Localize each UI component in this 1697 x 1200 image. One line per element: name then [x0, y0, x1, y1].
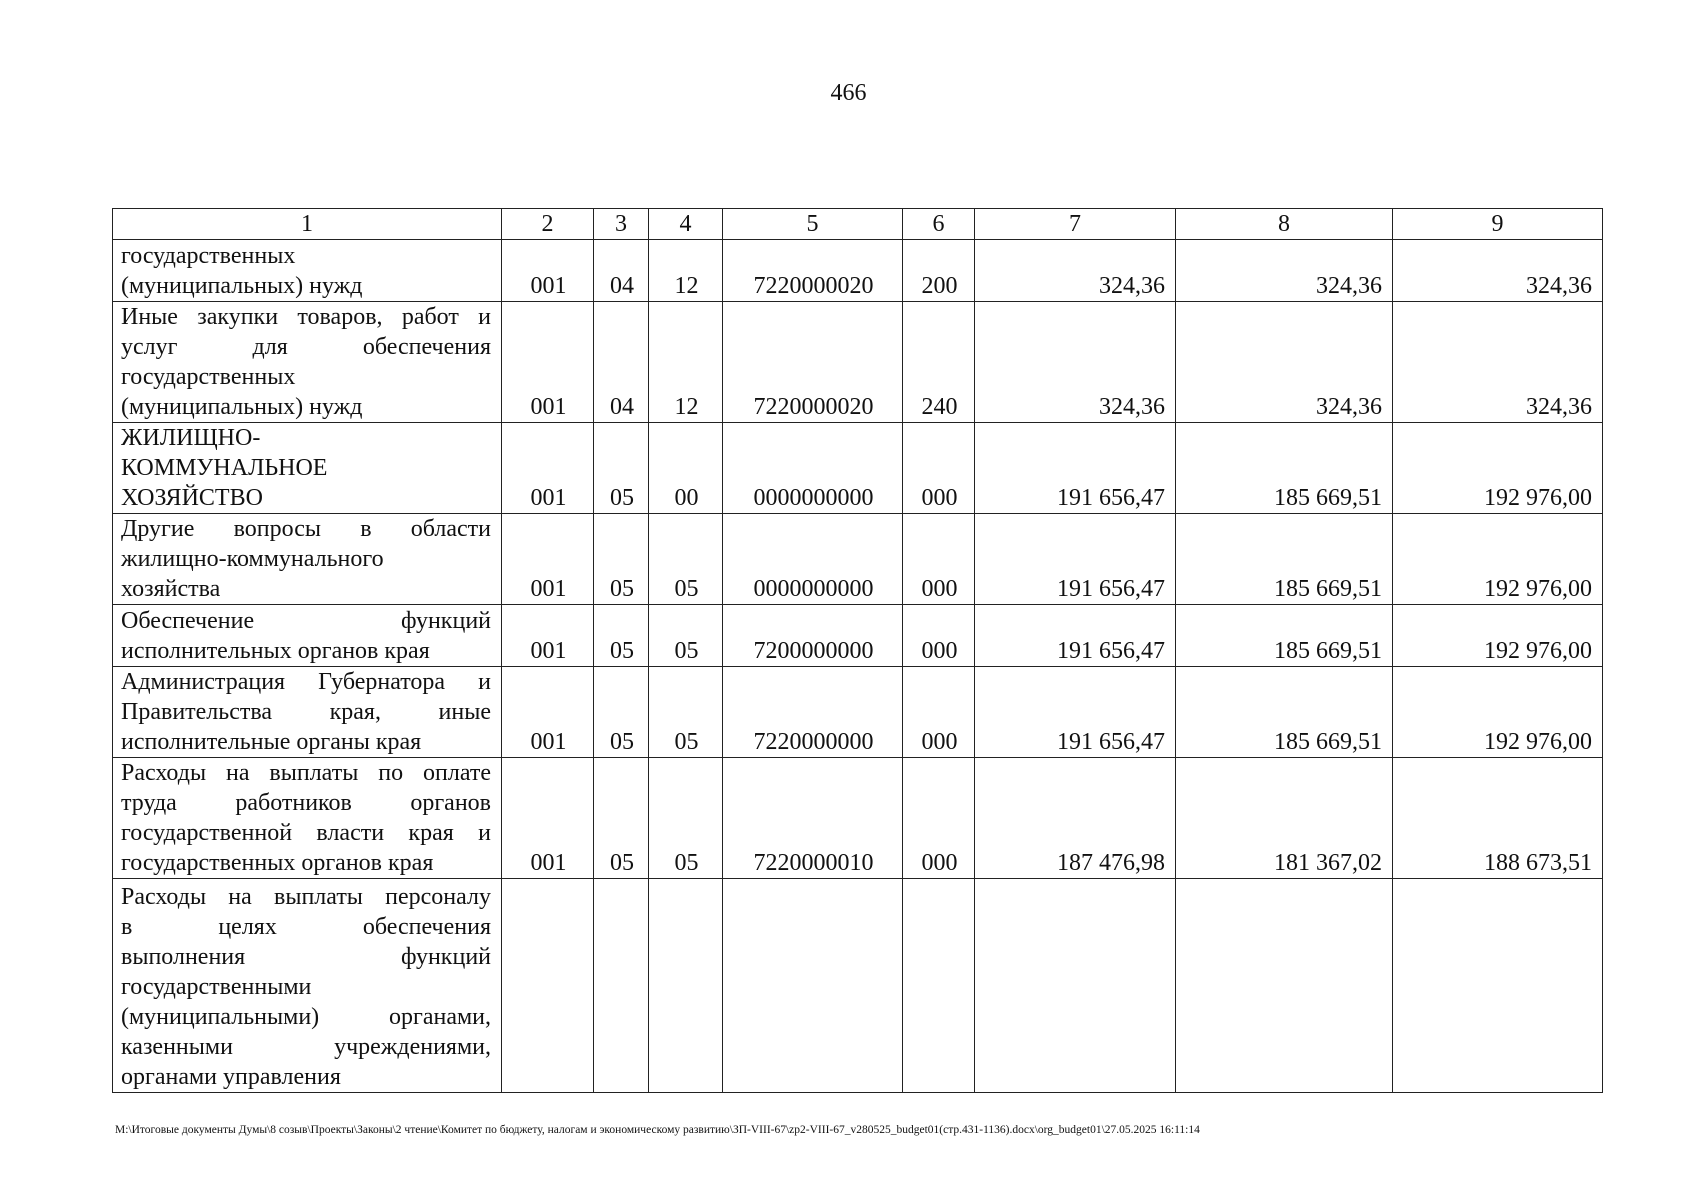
- row-name-cell: [113, 514, 502, 605]
- expense-type-cell: 240: [903, 302, 975, 423]
- table-row: [113, 667, 1603, 758]
- column-header-7: 7: [975, 209, 1176, 240]
- column-header-6: 6: [903, 209, 975, 240]
- row-name-line: КОММУНАЛЬНОЕ: [121, 455, 328, 481]
- amount-col7-cell: 191 656,47: [975, 423, 1176, 514]
- subsection-cell: 12: [649, 302, 723, 423]
- row-name-line: (муниципальными) органами,: [121, 1004, 491, 1030]
- amount-col8-cell: [1176, 879, 1393, 1093]
- row-name-cell: [113, 667, 502, 758]
- row-name-line: ХОЗЯЙСТВО: [121, 485, 263, 511]
- target-article-cell: 7220000010: [723, 758, 903, 879]
- amount-col9-cell: 192 976,00: [1393, 605, 1603, 667]
- expense-type-cell: [903, 879, 975, 1093]
- amount-col7-cell: [975, 879, 1176, 1093]
- page-number: 466: [830, 80, 867, 106]
- subsection-cell: 05: [649, 514, 723, 605]
- row-name-line: выполнения функций: [121, 944, 491, 970]
- admin-code-cell: 001: [502, 423, 594, 514]
- subsection-cell: [649, 879, 723, 1093]
- file-path-footer: M:\Итоговые документы Думы\8 созыв\Проекты\Законы\2 чтение\Комитет по бюджету, налогам и экономическому развитию\ЗП-VIII-67\zp2-VIII-67_v280525_budget01(стр.431-1136).docx\org_budget01\27.05.2025 16:11:14: [115, 1124, 1200, 1136]
- row-name-line: (муниципальных) нужд: [121, 394, 363, 420]
- expense-type-cell: 200: [903, 240, 975, 302]
- subsection-cell: 05: [649, 605, 723, 667]
- amount-col8-cell: 324,36: [1176, 240, 1393, 302]
- row-name-cell: [113, 302, 502, 423]
- column-number-header-row: [113, 209, 1603, 240]
- row-name-line: государственных: [121, 243, 296, 269]
- row-name-cell: [113, 605, 502, 667]
- row-name-line: в целях обеспечения: [121, 914, 491, 940]
- admin-code-cell: 001: [502, 240, 594, 302]
- amount-col9-cell: 324,36: [1393, 302, 1603, 423]
- row-name-line: Другие вопросы в области: [121, 516, 491, 542]
- admin-code-cell: 001: [502, 514, 594, 605]
- row-name-line: Иные закупки товаров, работ и: [121, 304, 491, 330]
- column-header-9: 9: [1393, 209, 1603, 240]
- row-name-line: Расходы на выплаты по оплате: [121, 760, 491, 786]
- admin-code-cell: 001: [502, 605, 594, 667]
- section-cell: [594, 879, 649, 1093]
- target-article-cell: 7220000000: [723, 667, 903, 758]
- column-header-8: 8: [1176, 209, 1393, 240]
- amount-col9-cell: 188 673,51: [1393, 758, 1603, 879]
- amount-col8-cell: 185 669,51: [1176, 605, 1393, 667]
- expense-type-cell: 000: [903, 423, 975, 514]
- expense-type-cell: 000: [903, 667, 975, 758]
- table-row: [113, 758, 1603, 879]
- row-name-line: услуг для обеспечения: [121, 334, 491, 360]
- column-header-4: 4: [649, 209, 723, 240]
- row-name-cell: [113, 423, 502, 514]
- expense-type-cell: 000: [903, 758, 975, 879]
- amount-col8-cell: 324,36: [1176, 302, 1393, 423]
- target-article-cell: 7220000020: [723, 240, 903, 302]
- row-name-cell: [113, 758, 502, 879]
- section-cell: 05: [594, 758, 649, 879]
- amount-col7-cell: 324,36: [975, 302, 1176, 423]
- row-name-line: органами управления: [121, 1064, 341, 1090]
- row-name-line: труда работников органов: [121, 790, 491, 816]
- row-name-line: ЖИЛИЩНО-: [121, 425, 261, 451]
- section-cell: 04: [594, 240, 649, 302]
- table-row: [113, 605, 1603, 667]
- amount-col7-cell: 191 656,47: [975, 514, 1176, 605]
- table-row: [113, 514, 1603, 605]
- row-name-line: (муниципальных) нужд: [121, 273, 363, 299]
- expense-type-cell: 000: [903, 514, 975, 605]
- table-row: [113, 879, 1603, 1093]
- target-article-cell: 0000000000: [723, 423, 903, 514]
- table-row: [113, 240, 1603, 302]
- subsection-cell: 12: [649, 240, 723, 302]
- table-row: [113, 423, 1603, 514]
- column-header-1: 1: [113, 209, 502, 240]
- admin-code-cell: [502, 879, 594, 1093]
- target-article-cell: 7200000000: [723, 605, 903, 667]
- row-name-line: государственными: [121, 974, 312, 1000]
- row-name-line: хозяйства: [121, 576, 221, 602]
- row-name-line: государственных: [121, 364, 296, 390]
- row-name-line: Обеспечение функций: [121, 608, 491, 634]
- row-name-line: Администрация Губернатора и: [121, 669, 491, 695]
- section-cell: 05: [594, 667, 649, 758]
- row-name-line: жилищно-коммунального: [121, 546, 384, 572]
- section-cell: 05: [594, 423, 649, 514]
- section-cell: 05: [594, 514, 649, 605]
- row-name-line: государственных органов края: [121, 850, 434, 876]
- table-body: [113, 209, 1603, 1093]
- section-cell: 05: [594, 605, 649, 667]
- admin-code-cell: 001: [502, 667, 594, 758]
- table-row: [113, 302, 1603, 423]
- amount-col9-cell: 192 976,00: [1393, 667, 1603, 758]
- section-cell: 04: [594, 302, 649, 423]
- column-header-3: 3: [594, 209, 649, 240]
- budget-table: [112, 208, 1603, 1093]
- row-name-line: Расходы на выплаты персоналу: [121, 884, 491, 910]
- row-name-cell: [113, 879, 502, 1093]
- subsection-cell: 00: [649, 423, 723, 514]
- amount-col9-cell: 324,36: [1393, 240, 1603, 302]
- row-name-line: Правительства края, иные: [121, 699, 491, 725]
- amount-col9-cell: [1393, 879, 1603, 1093]
- column-header-5: 5: [723, 209, 903, 240]
- row-name-cell: [113, 240, 502, 302]
- amount-col7-cell: 191 656,47: [975, 605, 1176, 667]
- row-name-line: казенными учреждениями,: [121, 1034, 491, 1060]
- amount-col9-cell: 192 976,00: [1393, 423, 1603, 514]
- admin-code-cell: 001: [502, 758, 594, 879]
- admin-code-cell: 001: [502, 302, 594, 423]
- column-header-2: 2: [502, 209, 594, 240]
- amount-col8-cell: 185 669,51: [1176, 423, 1393, 514]
- amount-col8-cell: 181 367,02: [1176, 758, 1393, 879]
- subsection-cell: 05: [649, 667, 723, 758]
- target-article-cell: 7220000020: [723, 302, 903, 423]
- amount-col8-cell: 185 669,51: [1176, 667, 1393, 758]
- amount-col8-cell: 185 669,51: [1176, 514, 1393, 605]
- target-article-cell: [723, 879, 903, 1093]
- amount-col7-cell: 324,36: [975, 240, 1176, 302]
- expense-type-cell: 000: [903, 605, 975, 667]
- subsection-cell: 05: [649, 758, 723, 879]
- row-name-line: государственной власти края и: [121, 820, 491, 846]
- row-name-line: исполнительных органов края: [121, 638, 430, 664]
- target-article-cell: 0000000000: [723, 514, 903, 605]
- amount-col9-cell: 192 976,00: [1393, 514, 1603, 605]
- amount-col7-cell: 187 476,98: [975, 758, 1176, 879]
- amount-col7-cell: 191 656,47: [975, 667, 1176, 758]
- row-name-line: исполнительные органы края: [121, 729, 422, 755]
